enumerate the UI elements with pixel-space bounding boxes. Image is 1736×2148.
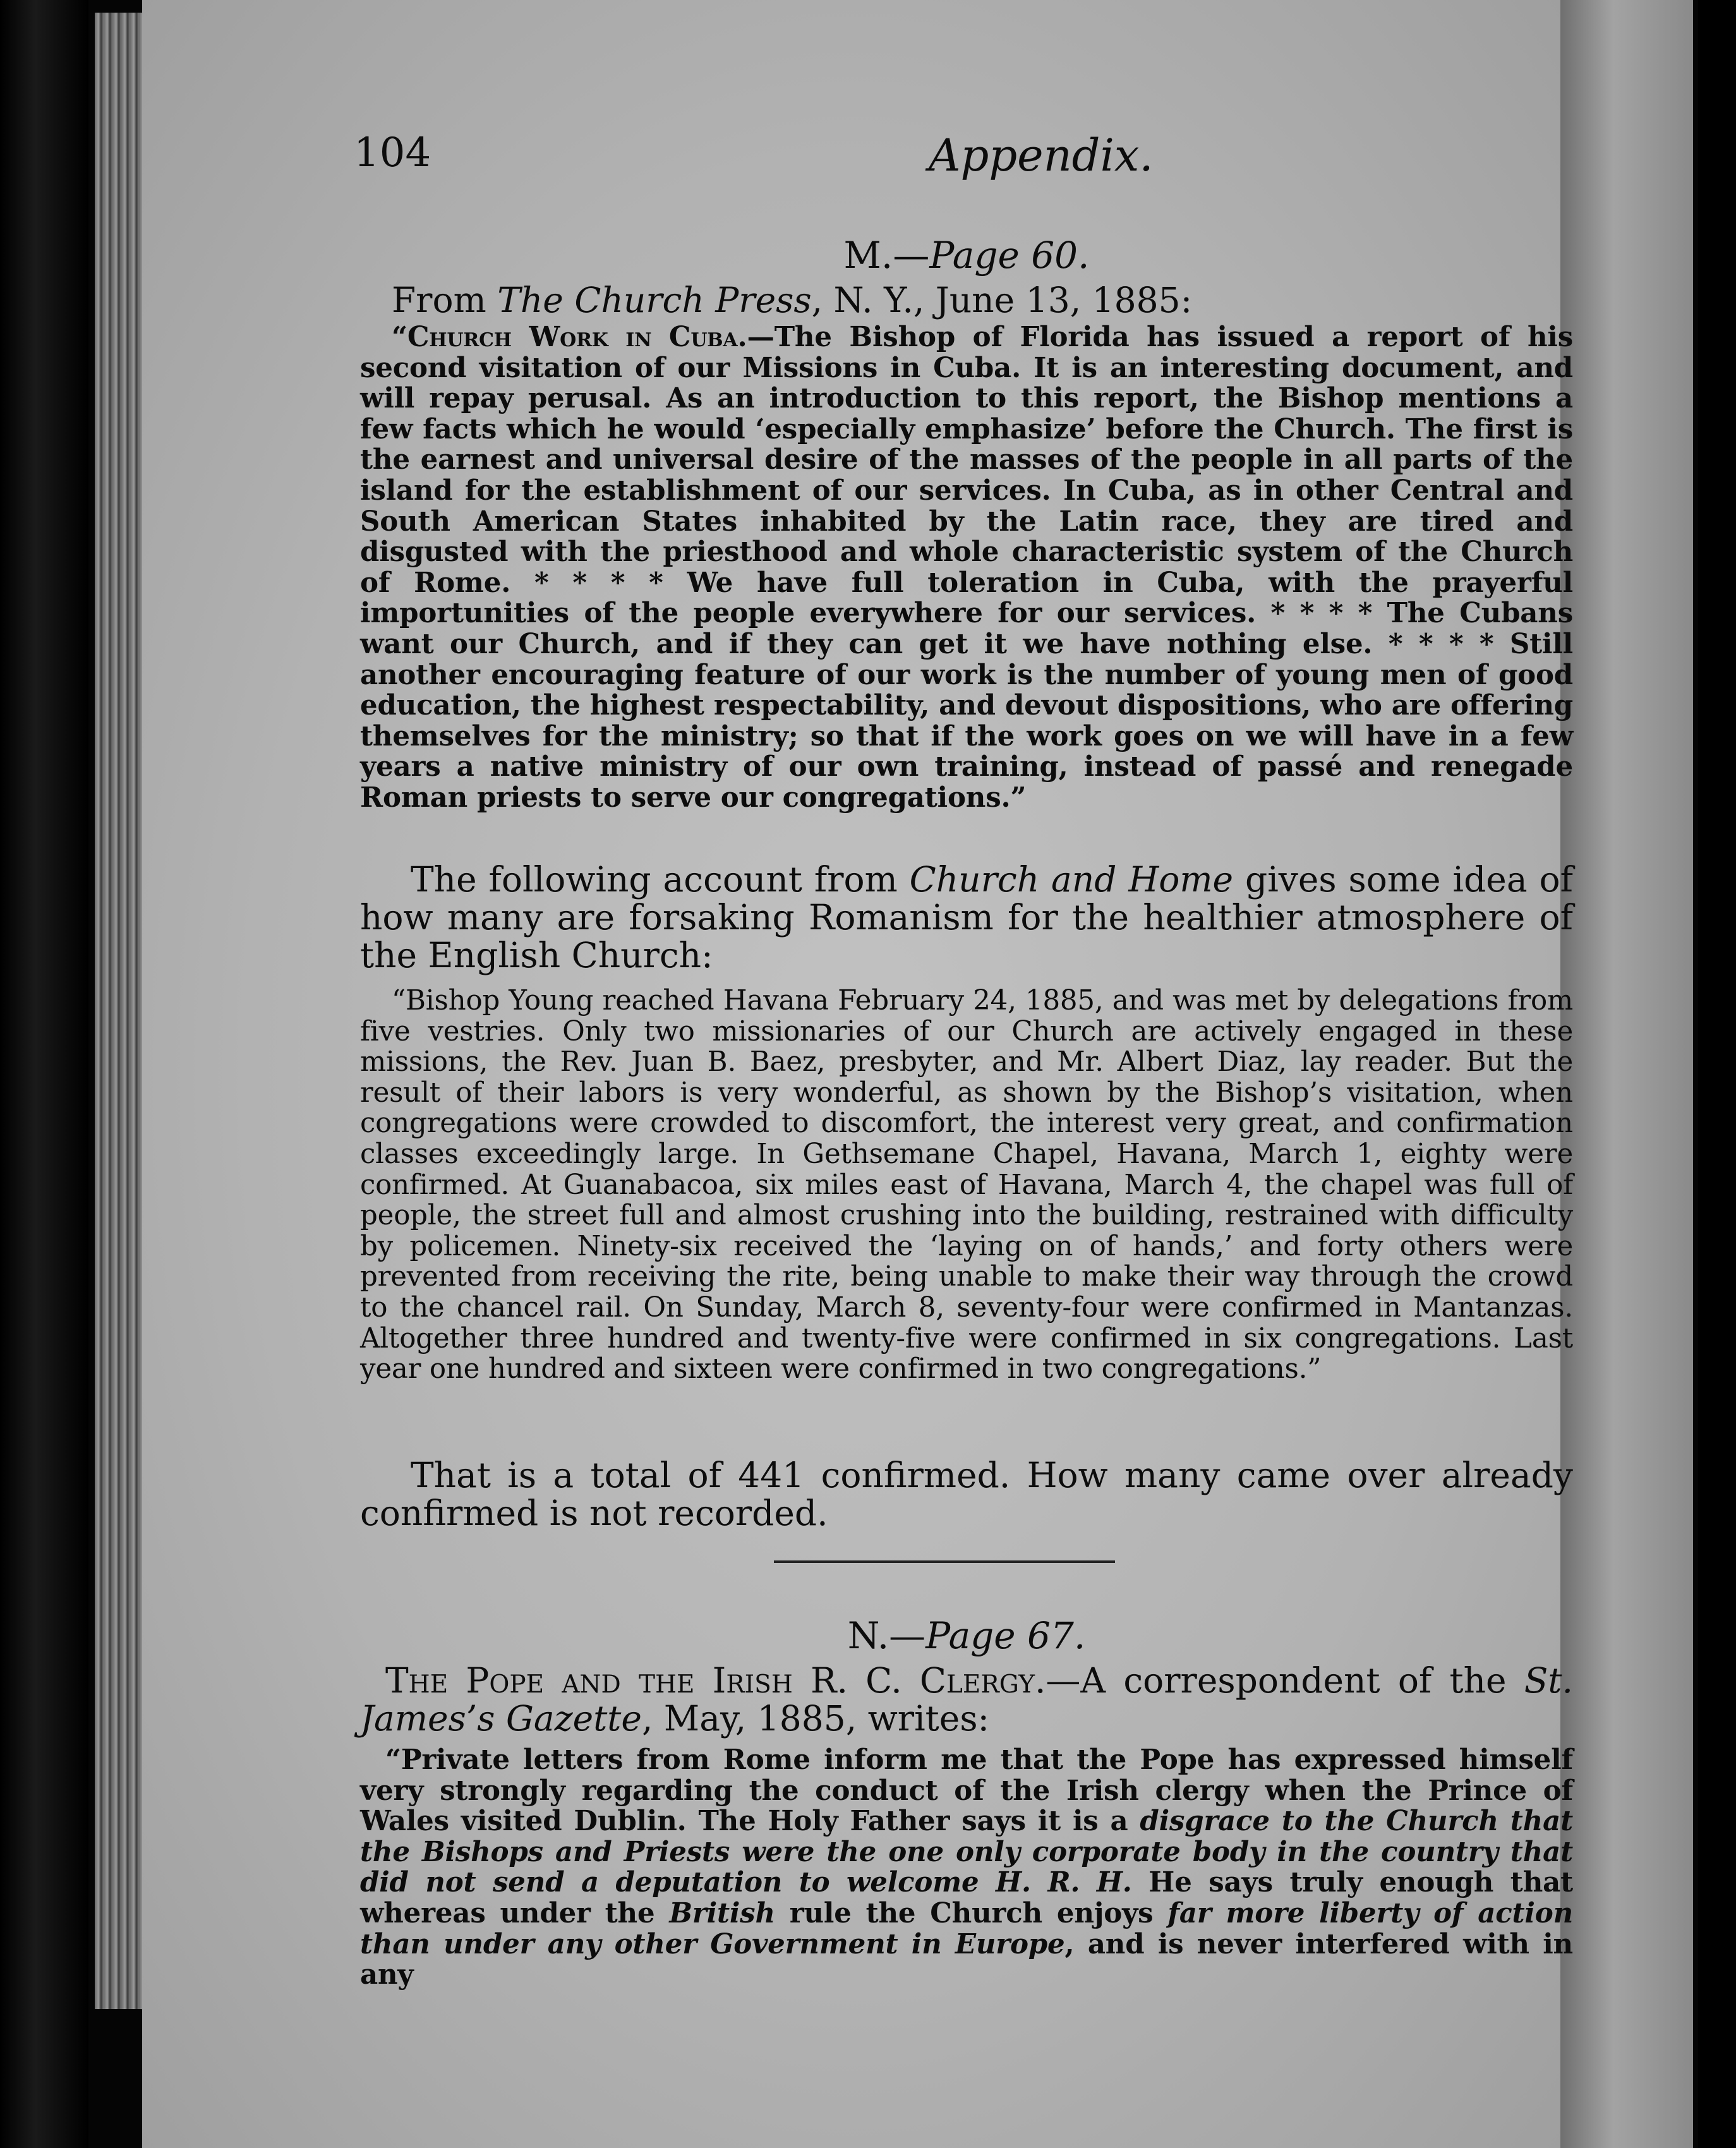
section-n-quote: “Private letters from Rome inform me that the Pope has expressed himself very strongly regarding the conduct of the Irish clergy when the Prince of Wales visited Dublin. The Holy Father says it is a disgrace to the Church that the Bishops and Priests were the one only corporate body in the country that did not send a deputation to welcome H. R. H. He says truly enough that whereas under the British rule the Church enjoys far more liberty of action than under any other Government in Europe, and is never interfered with in any [360,1744,1574,1991]
confirmation-total: That is a total of 441 confirmed. How many came over already confirmed is not recorded. [360,1455,1573,1533]
church-and-home-intro: The following account from Church and Home gives some idea of how many are forsaking Romanism for the healthier atmosphere of the English Church: [360,859,1573,975]
section-m-quote: “Church Work in Cuba.—The Bishop of Florida has issued a report of his second visitation of our Missions in Cuba. It is an interesting document, and will repay perusal. As an introduction to this report, the Bishop mentions a few facts which he would ‘especially emphasize’ before the Church. The first is the earnest and universal desire of the masses of the people in all parts of the island for the establishment of our services. In Cuba, as in other Central and South American States inhabited by the Latin race, they are tired and disgusted with the priesthood and whole characteristic system of the Church of Rome. * * * * We have full toleration in Cuba, with the prayerful importunities of the people everywhere for our services. * * * * The Cubans want our Church, and if they can get it we have nothing else. * * * * Still another encouraging feature of our work is the number of young men of good education, the highest respectability, and devout dispositions, who are offering themselves for the ministry; so that if the work goes on we will have in a few years a native ministry of our own training, instead of passé and renegade Roman priests to serve our congregations.” [360,321,1573,814]
page-number: 104 [354,130,431,176]
scan-border-left [0,0,88,2148]
church-and-home-quote: “Bishop Young reached Havana February 24, 1885, and was met by delegations from five vestries. Only two missionaries of our Church are actively engaged in these missions, the Rev. Juan B. Baez, presbyter, and Mr. Albert Diaz, lay reader. But the result of their labors is very wonderful, as shown by the Bishop’s visitation, when congregations were crowded to discomfort, the interest very great, and confirmation classes exceedingly large. In Gethsemane Chapel, Havana, March 1, eighty were confirmed. At Guanabacoa, six miles east of Havana, March 4, the chapel was full of people, the street full and almost crushing into the building, restrained with difficulty by policemen. Ninety-six received the ‘laying on of hands,’ and forty others were prevented from receiving the rite, being unable to make their way through the crowd to the chancel rail. On Sunday, March 8, seventy-four were confirmed in Mantanzas. Altogether three hundred and twenty-five were confirmed in six congregations. Last year one hundred and sixteen were confirmed in two congregations.” [360,985,1573,1385]
running-title: Appendix. [929,130,1154,181]
book-page [142,0,1574,2148]
book-spine [95,13,145,2009]
scan-border-right [1698,0,1736,2148]
section-n-heading: N.—Page 67. [847,1614,1086,1657]
running-head [354,130,1282,186]
section-m-heading: M.—Page 60. [843,234,1090,277]
section-divider-rule [774,1560,1115,1563]
facing-page-edge [1560,0,1693,2148]
section-n-intro: The Pope and the Irish R. C. Clergy.—A correspondent of the St. James’s Gazette, May, 1885, writes: [360,1660,1573,1739]
section-m-source: From The Church Press, N. Y., June 13, 1885: [392,280,1193,320]
